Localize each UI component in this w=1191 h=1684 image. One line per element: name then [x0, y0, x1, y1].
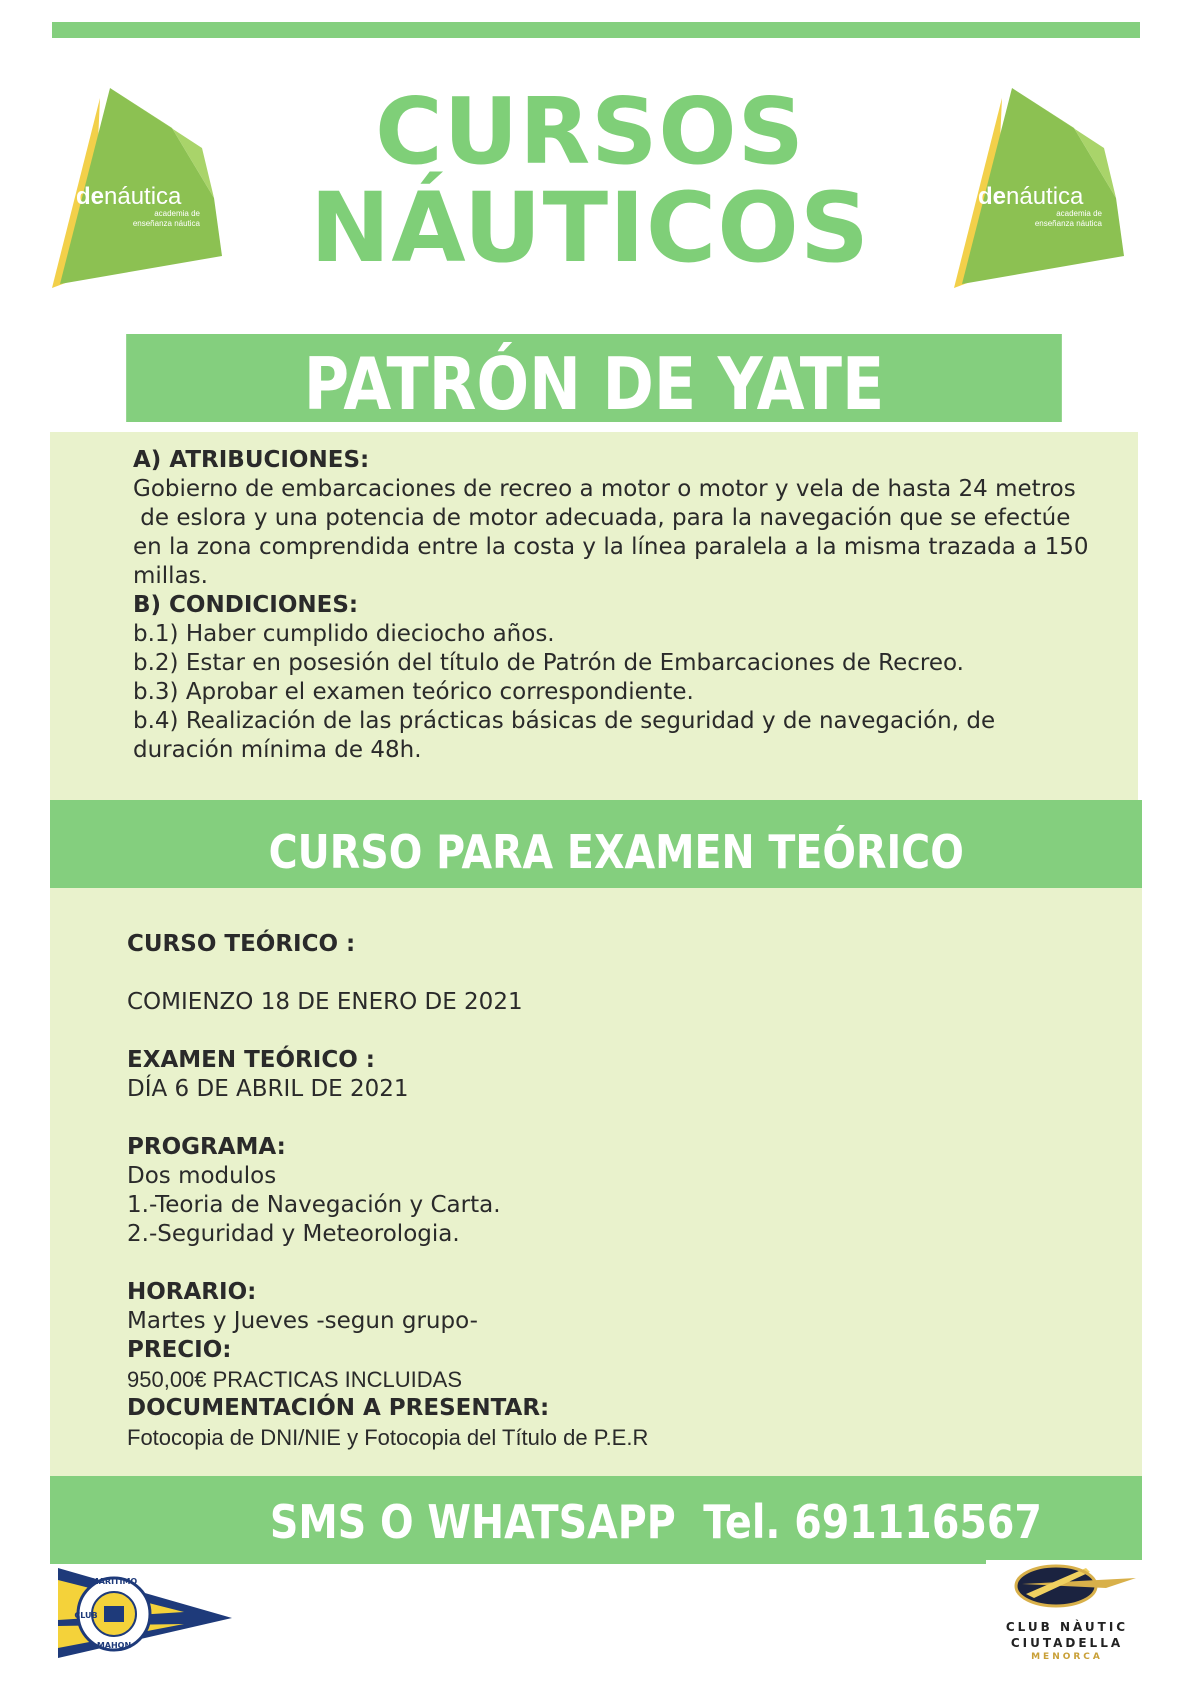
curso-teorico-heading: CURSO TEÓRICO : [127, 931, 356, 957]
club-left-text-1: MARITIMO [90, 1577, 138, 1586]
atribuciones-line: Gobierno de embarcaciones de recreo a motor o motor y vela de hasta 24 metros [133, 476, 1076, 502]
comienzo-text: COMIENZO 18 DE ENERO DE 2021 [127, 989, 523, 1015]
club-right-line-2: CIUTADELLA [1010, 1636, 1124, 1650]
condicion-item: duración mínima de 48h. [133, 737, 422, 763]
contact-banner [50, 1476, 1142, 1564]
atribuciones-line: en la zona comprendida entre la costa y la línea paralela a la misma trazada a 150 [133, 534, 1089, 560]
logo-tagline-2: enseñanza náutica [132, 219, 200, 228]
club-left-text-2: CLUB [74, 1611, 98, 1620]
title-line-2: NÁUTICOS [309, 172, 871, 284]
atribuciones-heading: A) ATRIBUCIONES: [133, 447, 370, 473]
svg-text:denáutica [76, 183, 182, 210]
horario-heading: HORARIO: [127, 1279, 257, 1305]
condicion-item: b.3) Aprobar el examen teórico correspondiente. [133, 679, 694, 705]
club-maritimo-mahon-logo [54, 1562, 234, 1662]
logo-brand-de: de [76, 183, 105, 210]
precio-heading: PRECIO: [127, 1337, 232, 1363]
examen-heading: EXAMEN TEÓRICO : [127, 1047, 375, 1073]
logo-tagline-1: academia de [154, 209, 200, 218]
programa-item: 2.-Seguridad y Meteorologia. [127, 1221, 460, 1247]
denautica-logo-left [52, 88, 242, 308]
ciutadella-emblem [986, 1560, 1148, 1616]
programa-item: 1.-Teoria de Navegación y Carta. [127, 1192, 501, 1218]
logo-brand-rest: náutica [1006, 183, 1084, 210]
condicion-item: b.2) Estar en posesión del título de Patrón de Embarcaciones de Recreo. [133, 650, 964, 676]
programa-heading: PROGRAMA: [127, 1134, 286, 1160]
logo-tagline-1: academia de [1056, 209, 1102, 218]
condicion-item: b.4) Realización de las prácticas básicas de seguridad y de navegación, de [133, 708, 996, 734]
top-divider [52, 22, 1140, 38]
title-line-1: CURSOS [375, 78, 805, 185]
documentacion-text: Fotocopia de DNI/NIE y Fotocopia del Título de P.E.R [127, 1425, 649, 1450]
horario-text: Martes y Jueves -segun grupo- [127, 1308, 478, 1334]
curso-examen-banner [50, 800, 1142, 888]
denautica-logo-right [954, 88, 1144, 308]
condiciones-heading: B) CONDICIONES: [133, 592, 359, 618]
logo-brand-de: de [978, 183, 1007, 210]
examen-fecha: DÍA 6 DE ABRIL DE 2021 [127, 1076, 409, 1102]
documentacion-heading: DOCUMENTACIÓN A PRESENTAR: [127, 1395, 550, 1421]
atribuciones-panel [50, 432, 1138, 800]
precio-text: 950,00€ PRACTICAS INCLUIDAS [127, 1367, 463, 1392]
condicion-item: b.1) Haber cumplido dieciocho años. [133, 621, 555, 647]
svg-text:denáutica [978, 183, 1084, 210]
contact-label: SMS O WHATSAPP Tel. 691116567 [269, 1495, 1043, 1549]
logo-tagline-2: enseñanza náutica [1034, 219, 1102, 228]
programa-item: Dos modulos [127, 1163, 277, 1189]
club-nautic-ciutadella-logo [986, 1560, 1148, 1664]
logo-brand-rest: náutica [104, 183, 182, 210]
club-right-line-3: MENORCA [1031, 1652, 1103, 1662]
patron-de-yate-banner: PATRÓN DE YATE [126, 334, 1062, 422]
club-right-line-1: CLUB NÀUTIC [1005, 1620, 1129, 1634]
club-left-text-3: MAHON [96, 1641, 132, 1650]
atribuciones-line: millas. [133, 563, 208, 589]
atribuciones-line: de eslora y una potencia de motor adecuada, para la navegación que se efectúe [133, 505, 1071, 531]
curso-panel [50, 888, 1142, 1476]
curso-examen-banner-label: CURSO PARA EXAMEN TEÓRICO [268, 825, 964, 879]
